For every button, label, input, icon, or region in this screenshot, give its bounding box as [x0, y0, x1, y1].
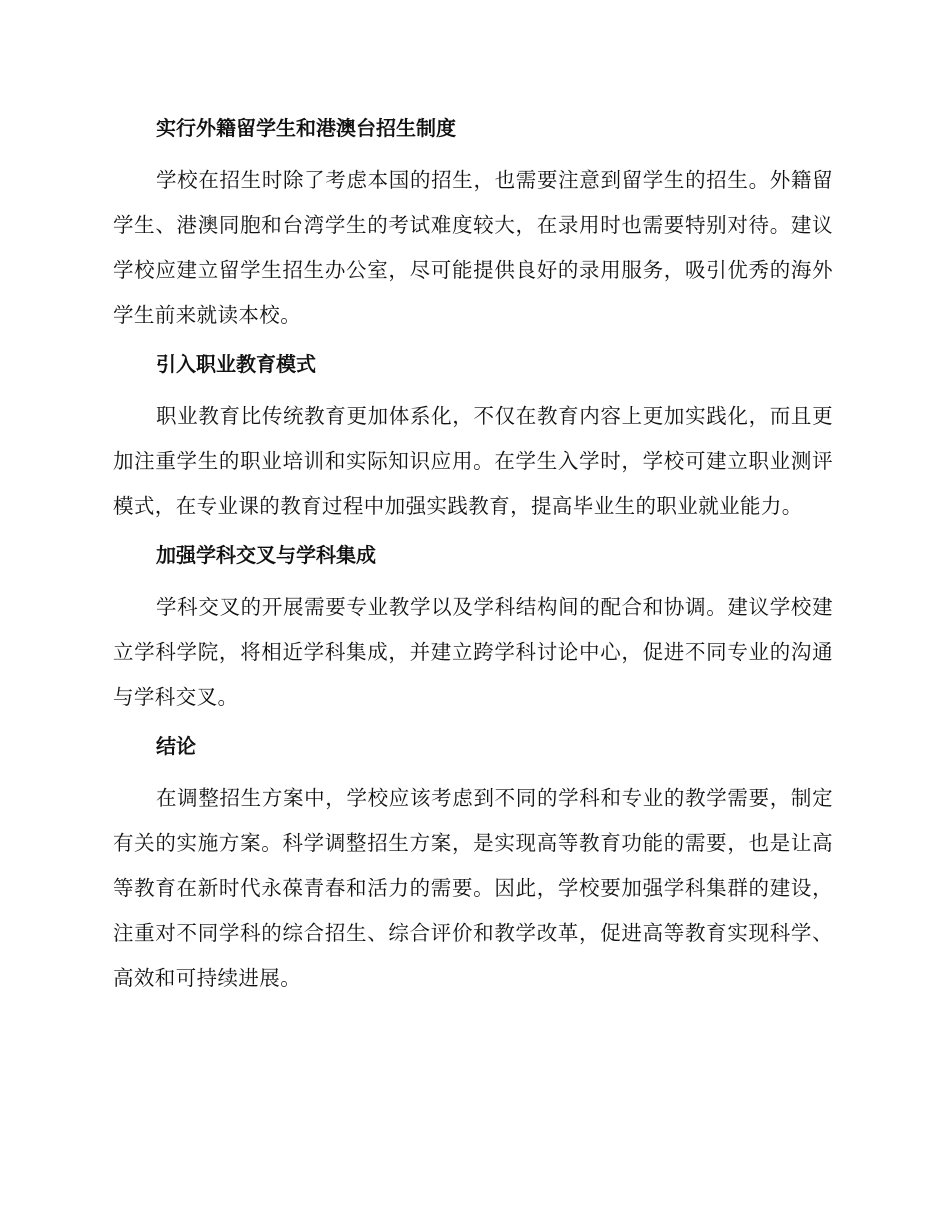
section-paragraph-conclusion: 在调整招生方案中，学校应该考虑到不同的学科和专业的教学需要，制定有关的实施方案。科学调整招生方案，是实现高等教育功能的需要，也是让高等教育在新时代永葆青春和活力的需要。因此，学校要加强学科集群的建设，注重对不同学科的综合招生、综合评价和教学改革，促进高等教育实现科学、高效和可持续进展。 [113, 786, 833, 990]
section-paragraph-interdisciplinary: 学科交叉的开展需要专业教学以及学科结构间的配合和协调。建议学校建立学科学院，将相近学科集成，并建立跨学科讨论中心，促进不同专业的沟通与学科交叉。 [113, 595, 833, 709]
document-body [113, 108, 833, 1001]
section-heading-conclusion: 结论 [156, 734, 196, 758]
section-heading-vocational-education: 引入职业教育模式 [156, 352, 316, 376]
section-paragraph-international-admissions: 学校在招生时除了考虑本国的招生，也需要注意到留学生的招生。外籍留学生、港澳同胞和台湾学生的考试难度较大，在录用时也需要特别对待。建议学校应建立留学生招生办公室，尽可能提供良好的录用服务，吸引优秀的海外学生前来就读本校。 [113, 168, 833, 327]
section-heading-interdisciplinary: 加强学科交叉与学科集成 [156, 543, 376, 567]
section-heading-international-admissions: 实行外籍留学生和港澳台招生制度 [156, 116, 456, 140]
section-paragraph-vocational-education: 职业教育比传统教育更加体系化，不仅在教育内容上更加实践化，而且更加注重学生的职业培训和实际知识应用。在学生入学时，学校可建立职业测评模式，在专业课的教育过程中加强实践教育，提高毕业生的职业就业能力。 [113, 404, 833, 518]
